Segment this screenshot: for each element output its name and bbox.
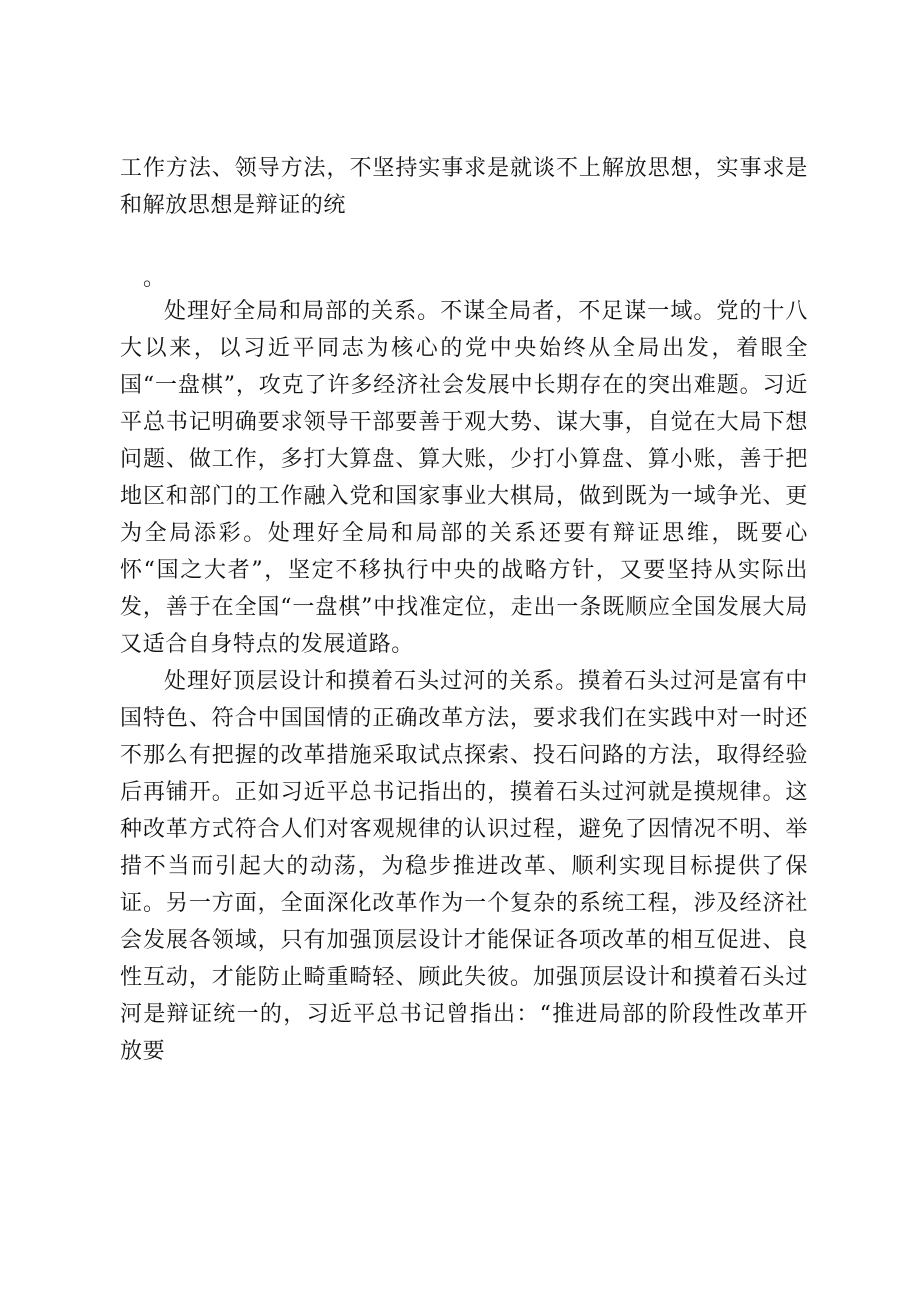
paragraph-top-level-design: 处理好顶层设计和摸着石头过河的关系。摸着石头过河是富有中国特色、符合中国国情的正确改革方法，要求我们在实践中对一时还不那么有把握的改革措施采取试点探索、投石问路的方法，取得经验后再铺开。正如习近平总书记指出的，摸着石头过河就是摸规律。这种改革方式符合人们对客观规律的认识过程，避免了因情况不明、举措不当而引起大的动荡，为稳步推进改革、顺利实现目标提供了保证。另一方面，全面深化改革作为一个复杂的系统工程，涉及经济社会发展各领域，只有加强顶层设计才能保证各项改革的相互促进、良性互动，才能防止畸重畸轻、顾此失彼。加强顶层设计和摸着石头过河是辩证统一的，习近平总书记曾指出：“推进局部的阶段性改革开放要 xyxy=(120,669,808,1064)
lead-paragraph-block xyxy=(120,150,808,224)
paragraph-overall-and-local: 处理好全局和局部的关系。不谋全局者，不足谋一域。党的十八大以来，以习近平同志为核心的党中央始终从全局出发，着眼全国“一盘棋”，攻克了许多经济社会发展中长期存在的突出难题。习近平总书记明确要求领导干部要善于观大势、谋大事，自觉在大局下想问题、做工作，多打大算盘、算大账，少打小算盘、算小账，善于把地区和部门的工作融入党和国家事业大棋局，做到既为一域争光、更为全局添彩。处理好全局和局部的关系还要有辩证思维，既要心怀“国之大者”，坚定不移执行中央的战略方针，又要坚持从实际出发，善于在全国“一盘棋”中找准定位，走出一条既顺应全国发展大局又适合自身特点的发展道路。 xyxy=(120,299,808,657)
stray-period-mark: 。 xyxy=(143,266,166,291)
body-paragraphs xyxy=(120,293,808,1070)
lead-paragraph: 工作方法、领导方法，不坚持实事求是就谈不上解放思想，实事求是和解放思想是辩证的统 xyxy=(120,156,808,218)
